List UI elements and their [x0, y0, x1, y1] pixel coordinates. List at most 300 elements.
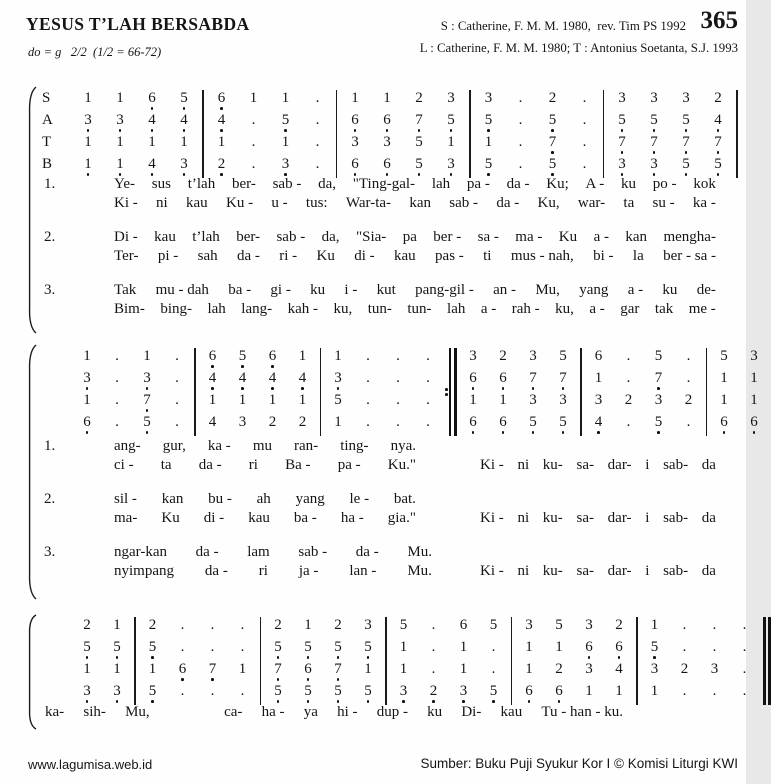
lyric-syllable: tus: [305, 195, 328, 211]
note: 1 [198, 392, 228, 413]
note: 5 [537, 112, 569, 133]
note: 2 [604, 617, 634, 638]
low-octave-dot [258, 364, 288, 369]
lyric-syllable: da [701, 563, 716, 579]
duration-dot: . [302, 156, 334, 177]
lyric-syllable: Di- [461, 704, 482, 720]
note: 5 [640, 639, 670, 660]
barline [194, 370, 196, 392]
duration-dot: . [419, 617, 449, 638]
low-octave-dot [548, 386, 578, 391]
low-octave-dot [739, 430, 769, 435]
octave-dot-slot [702, 106, 734, 111]
verse-number: 2. [44, 229, 56, 245]
octave-dot-slot [162, 386, 192, 391]
octave-dot-slot [162, 430, 192, 435]
lyric-syllable: da - [355, 544, 379, 560]
lyric-syllable: Ki - [480, 457, 504, 473]
duration-dot: . [730, 639, 760, 660]
note: 5 [168, 90, 200, 111]
note: 1 [293, 617, 323, 638]
refrain-text [480, 562, 716, 581]
note: 2 [614, 392, 644, 413]
notation-system-1 [42, 90, 740, 178]
lyric-syllable: lah [447, 301, 466, 317]
low-octave-dot [518, 430, 548, 435]
lyric-syllable: pas - [435, 248, 464, 264]
low-octave-dot [537, 150, 569, 155]
lyric-syllable: ku- [542, 457, 563, 473]
note: 1 [584, 370, 614, 391]
lyric-syllable: Bim- [114, 301, 145, 317]
note: 5 [473, 112, 505, 133]
lyric-syllable: tun- [367, 301, 392, 317]
note: 5 [435, 112, 467, 133]
note: 2 [72, 617, 102, 638]
low-octave-dot [136, 106, 168, 111]
note: 3 [102, 683, 132, 704]
octave-dot-slot [102, 633, 132, 638]
low-octave-dot [548, 430, 578, 435]
note: 3 [323, 370, 353, 391]
verse-number: 3. [44, 544, 56, 560]
duration-dot: . [353, 370, 383, 391]
lyric-syllable: ta [623, 195, 635, 211]
lyric-syllable: lah [431, 176, 451, 192]
low-octave-dot [198, 364, 228, 369]
lyric-syllable: bat. [393, 491, 416, 507]
note: 1 [458, 392, 488, 413]
octave-dot-slot [302, 150, 334, 155]
note: 6 [488, 370, 518, 391]
note: 3 [168, 156, 200, 177]
barline [511, 617, 513, 639]
lyric-syllable: lam [247, 544, 270, 560]
barline [469, 134, 471, 156]
low-octave-dot [136, 128, 168, 133]
octave-dot-slot [640, 633, 670, 638]
verse-number: 1. [44, 438, 56, 454]
lyric-syllable: lah [207, 301, 226, 317]
note: 6 [293, 661, 323, 682]
lyric-syllable: gi - [270, 282, 291, 298]
barline [580, 414, 582, 436]
duration-dot: . [505, 156, 537, 177]
lyric-syllable: a - [593, 229, 609, 245]
note: 3 [670, 90, 702, 111]
note: 1 [288, 392, 318, 413]
octave-dot-slot [403, 150, 435, 155]
lyric-syllable: ci - [114, 457, 134, 473]
low-octave-dot [138, 655, 168, 660]
octave-dot-slot [614, 364, 644, 369]
barline [320, 392, 322, 414]
lyric-syllable: ni [517, 510, 530, 526]
low-octave-dot [584, 430, 614, 435]
note: 5 [403, 156, 435, 177]
low-octave-dot [702, 150, 734, 155]
note: 1 [604, 683, 634, 704]
note: 3 [449, 683, 479, 704]
octave-dot-slot [353, 677, 383, 682]
verse-text [114, 509, 416, 528]
lyric-syllable: ba - [228, 282, 252, 298]
octave-dot-slot [709, 408, 739, 413]
note: 3 [700, 661, 730, 682]
duration-dot: . [383, 414, 413, 435]
voice-row-t [42, 392, 769, 414]
lyric-syllable: ting- [340, 438, 369, 454]
lyric-syllable: ya [303, 704, 318, 720]
barline [260, 661, 262, 683]
barline [580, 348, 582, 370]
note: 6 [371, 112, 403, 133]
lyric-syllable: ku- [542, 563, 563, 579]
note: 7 [548, 370, 578, 391]
barline [260, 639, 262, 661]
low-octave-dot [263, 677, 293, 682]
low-octave-dot [323, 386, 353, 391]
note: 2 [702, 90, 734, 111]
lyric-syllable: mu [252, 438, 272, 454]
duration-dot: . [238, 112, 270, 133]
low-octave-dot [72, 430, 102, 435]
octave-dot-slot [473, 150, 505, 155]
octave-dot-slot [258, 408, 288, 413]
octave-dot-slot [574, 677, 604, 682]
low-octave-dot [702, 128, 734, 133]
low-octave-dot [518, 386, 548, 391]
octave-dot-slot [270, 106, 302, 111]
lyric-syllable: t’lah [187, 176, 216, 192]
lyric-syllable: War-ta- [345, 195, 392, 211]
barline [736, 90, 738, 112]
octave-dot-slot [479, 677, 509, 682]
verse-1-line-2 [114, 194, 716, 213]
lyric-syllable: kau [248, 510, 270, 526]
octave-dot-slot [168, 655, 198, 660]
low-octave-dot [458, 430, 488, 435]
note: 1 [640, 617, 670, 638]
barline [336, 112, 338, 134]
lyric-syllable: Tu - han - ku. [541, 704, 623, 720]
duration-dot: . [162, 414, 192, 435]
note: 5 [389, 617, 419, 638]
octave-dot-slot [473, 106, 505, 111]
duration-dot: . [700, 617, 730, 638]
voice-label: B [42, 156, 53, 172]
lyric-syllable: da - [198, 457, 222, 473]
voice-row-a [42, 112, 740, 134]
barline [636, 617, 638, 639]
note: 3 [458, 348, 488, 369]
duration-dot: . [505, 90, 537, 111]
note: 3 [606, 156, 638, 177]
low-octave-dot [488, 430, 518, 435]
low-octave-dot [640, 655, 670, 660]
lyric-syllable: nyimpang [114, 563, 174, 579]
note: 1 [709, 370, 739, 391]
lyric-syllable: bi - [593, 248, 614, 264]
note: 5 [702, 156, 734, 177]
lyric-syllable: yang [579, 282, 609, 298]
low-octave-dot [473, 128, 505, 133]
duration-dot: . [228, 617, 258, 638]
low-octave-dot [198, 386, 228, 391]
octave-dot-slot [72, 633, 102, 638]
duration-dot: . [614, 414, 644, 435]
note: 2 [488, 348, 518, 369]
notation-system-2 [42, 348, 769, 436]
lyric-syllable: a - [627, 282, 644, 298]
note: 6 [458, 414, 488, 435]
low-octave-dot [293, 677, 323, 682]
note: 6 [136, 90, 168, 111]
lyric-syllable: "Sia- [355, 229, 387, 245]
low-octave-dot [339, 128, 371, 133]
lyric-syllable: kau [500, 704, 523, 720]
note: 1 [72, 661, 102, 682]
octave-dot-slot [739, 386, 769, 391]
octave-dot-slot [102, 677, 132, 682]
note: 1 [574, 683, 604, 704]
low-octave-dot [288, 386, 318, 391]
verse-2-part2-line-2 [114, 509, 716, 528]
note: 6 [488, 414, 518, 435]
note: 4 [198, 370, 228, 391]
duration-dot: . [614, 348, 644, 369]
website-url: www.lagumisa.web.id [28, 757, 153, 772]
octave-dot-slot [709, 386, 739, 391]
lyric-syllable: ber- [231, 176, 256, 192]
lyric-syllable: dup - [376, 704, 408, 720]
duration-dot: . [162, 348, 192, 369]
lyric-syllable: da - [195, 544, 219, 560]
voice-row-t [42, 661, 771, 683]
note: 1 [72, 134, 104, 155]
octave-dot-slot [383, 386, 413, 391]
lyric-syllable: a - [589, 301, 605, 317]
octave-dot-slot [288, 364, 318, 369]
note: 1 [389, 639, 419, 660]
lyric-syllable: sab- [663, 510, 689, 526]
octave-dot-slot [168, 150, 200, 155]
duration-dot: . [102, 348, 132, 369]
lyric-syllable: sa- [576, 510, 594, 526]
low-octave-dot [638, 150, 670, 155]
voice-row-b [42, 683, 771, 705]
note: 5 [544, 617, 574, 638]
note: 6 [584, 348, 614, 369]
low-octave-dot [206, 128, 238, 133]
duration-dot: . [102, 414, 132, 435]
note: 7 [638, 134, 670, 155]
barline [320, 414, 322, 436]
lyric-syllable: kok [693, 176, 716, 192]
note: 4 [136, 112, 168, 133]
duration-dot: . [700, 683, 730, 704]
lyric-syllable: i - [344, 282, 358, 298]
verse-2-line-2 [114, 247, 716, 266]
duration-dot: . [419, 661, 449, 682]
octave-dot-slot [353, 364, 383, 369]
lyric-syllable: Ki - [480, 563, 504, 579]
low-octave-dot [537, 128, 569, 133]
note: 1 [449, 639, 479, 660]
lyric-syllable: u - [271, 195, 288, 211]
duration-dot: . [168, 683, 198, 704]
note: 7 [323, 661, 353, 682]
barline [336, 134, 338, 156]
lyric-syllable: "Ting-gal- [352, 176, 416, 192]
low-octave-dot [435, 128, 467, 133]
note: 1 [168, 134, 200, 155]
lyric-syllable: sil - [114, 491, 137, 507]
barline [706, 348, 708, 370]
octave-dot-slot [435, 150, 467, 155]
lyric-syllable: sah [197, 248, 218, 264]
lyric-syllable: Ku; [546, 176, 569, 192]
verse-1-part2-line-1 [114, 437, 716, 456]
note: 1 [288, 348, 318, 369]
lyric-syllable: hi - [337, 704, 358, 720]
note: 5 [644, 348, 674, 369]
lyric-syllable: ku [310, 282, 326, 298]
note: 2 [544, 661, 574, 682]
lyric-syllable: sab - [276, 229, 306, 245]
note: 5 [102, 639, 132, 660]
lyric-syllable: ma - [515, 229, 543, 245]
octave-dot-slot [700, 699, 730, 704]
lyric-syllable: bing- [160, 301, 192, 317]
lyric-syllable: kau [186, 195, 208, 211]
barline [202, 134, 204, 156]
duration-dot: . [228, 639, 258, 660]
verse-3-line-1 [114, 281, 716, 300]
lyric-syllable: gur, [162, 438, 186, 454]
note: 2 [403, 90, 435, 111]
note: 5 [473, 156, 505, 177]
note: 1 [739, 392, 769, 413]
lyric-syllable: ka - [207, 438, 231, 454]
verse-3 [42, 281, 720, 319]
duration-dot: . [674, 414, 704, 435]
octave-dot-slot [206, 150, 238, 155]
lyric-syllable: dar- [607, 563, 632, 579]
note: 1 [270, 90, 302, 111]
barline [134, 683, 136, 705]
duration-dot: . [198, 639, 228, 660]
voice-row-s [42, 348, 769, 370]
lyrics-block-2 [42, 437, 720, 596]
octave-dot-slot [569, 150, 601, 155]
note: 1 [258, 392, 288, 413]
note: 5 [479, 617, 509, 638]
notation-system-3 [42, 617, 771, 705]
octave-dot-slot [458, 364, 488, 369]
lyric-syllable: ni [156, 195, 168, 211]
note: 7 [670, 134, 702, 155]
lyric-syllable: pa [402, 229, 417, 245]
duration-dot: . [198, 617, 228, 638]
low-octave-dot [323, 677, 353, 682]
note: 6 [739, 414, 769, 435]
octave-dot-slot [638, 106, 670, 111]
lyric-syllable: ja - [298, 563, 319, 579]
lyric-syllable: ang- [114, 438, 141, 454]
voice-label: T [42, 134, 52, 150]
low-octave-dot [168, 106, 200, 111]
lyric-syllable: ku [621, 176, 637, 192]
lyric-syllable: ma- [114, 510, 138, 526]
lyric-syllable: an - [493, 282, 517, 298]
octave-dot-slot [162, 408, 192, 413]
note: 6 [458, 370, 488, 391]
octave-dot-slot [389, 655, 419, 660]
low-octave-dot [353, 655, 383, 660]
octave-dot-slot [449, 677, 479, 682]
duration-dot: . [228, 683, 258, 704]
octave-dot-slot [104, 150, 136, 155]
lyric-syllable: la [632, 248, 644, 264]
note: 3 [353, 617, 383, 638]
lyric-syllable: po - [652, 176, 677, 192]
duration-dot: . [670, 639, 700, 660]
lyric-syllable: ber - [433, 229, 462, 245]
repeat-end-barline [444, 348, 457, 370]
octave-dot-slot [449, 655, 479, 660]
barline [636, 683, 638, 705]
lyric-syllable: rah - [511, 301, 540, 317]
duration-dot: . [479, 661, 509, 682]
low-octave-dot [132, 430, 162, 435]
lyric-syllable: Ki - [480, 510, 504, 526]
note: 4 [206, 112, 238, 133]
note: 1 [72, 392, 102, 413]
octave-dot-slot [614, 386, 644, 391]
lyric-syllable: kau [154, 229, 176, 245]
octave-dot-slot [419, 677, 449, 682]
lyric-syllable: dar- [607, 457, 632, 473]
note: 6 [449, 617, 479, 638]
verse-2-part2 [42, 490, 720, 528]
low-octave-dot [228, 386, 258, 391]
lyric-syllable: sus [151, 176, 171, 192]
note: 5 [644, 414, 674, 435]
duration-dot: . [730, 617, 760, 638]
lyric-syllable: su - [652, 195, 675, 211]
barline [134, 639, 136, 661]
duration-dot: . [700, 639, 730, 660]
lyric-syllable: sa- [576, 457, 594, 473]
note: 3 [518, 348, 548, 369]
final-double-barline [763, 661, 771, 683]
low-octave-dot [72, 655, 102, 660]
octave-dot-slot [514, 655, 544, 660]
octave-dot-slot [228, 430, 258, 435]
duration-dot: . [479, 639, 509, 660]
note: 5 [709, 348, 739, 369]
note: 2 [670, 661, 700, 682]
note: 4 [702, 112, 734, 133]
octave-dot-slot [353, 633, 383, 638]
note: 4 [198, 414, 228, 435]
note: 3 [518, 392, 548, 413]
octave-dot-slot [518, 364, 548, 369]
note: 6 [258, 348, 288, 369]
note: 5 [518, 414, 548, 435]
note: 2 [537, 90, 569, 111]
